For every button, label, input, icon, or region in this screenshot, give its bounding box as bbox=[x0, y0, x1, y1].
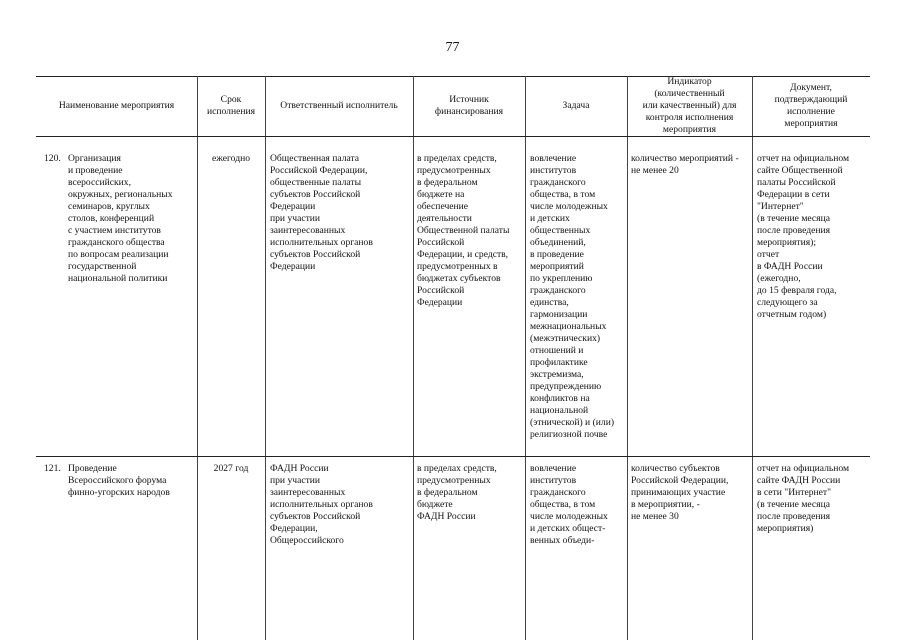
row-executor: Общественная палата Российской Федерации, общественные палаты субъектов Российской Федерации при участии заинтересованных исполнительных органов субъектов Российской Федерации bbox=[270, 153, 373, 272]
row-indicator: количество мероприятий - не менее 20 bbox=[631, 153, 739, 176]
column-divider bbox=[627, 76, 628, 640]
row-indicator: количество субъектов Российской Федерации, принимающих участие в мероприятии, - не менее 30 bbox=[631, 463, 729, 522]
header-task: Задача bbox=[562, 100, 590, 111]
row-task: вовлечение институтов гражданского общества, в том числе молодежных и детских общест- венных объеди- bbox=[530, 463, 608, 546]
page-number: 77 bbox=[445, 40, 460, 55]
row-divider bbox=[36, 456, 870, 457]
column-divider bbox=[525, 76, 526, 640]
header-bottom-border bbox=[36, 136, 870, 137]
header-indicator: Индикатор (количественный или качественный) для контроля исполнения мероприятия bbox=[642, 76, 737, 135]
row-name: Организация и проведение всероссийских, окружных, региональных семинаров, круглых столов, конференций с участием институтов гражданского общества по вопросам реализации государственной национальной политики bbox=[68, 153, 173, 284]
row-task: вовлечение институтов гражданского общества, в том числе молодежных и детских общественных объединений, в проведение мероприятий по укреплению гражданского единства, гармонизации межнациональных (межэтнических) отношений и профилактике экстремизма, предупреждению конфликтов на национальной (этнической) и (или) религиозной почве bbox=[530, 153, 615, 440]
header-document: Документ, подтверждающий исполнение мероприятия bbox=[774, 82, 848, 129]
row-term: ежегодно bbox=[211, 153, 251, 164]
row-document: отчет на официальном сайте ФАДН России в сети "Интернет" (в течение месяца после проведения мероприятия) bbox=[757, 463, 850, 534]
column-divider bbox=[752, 76, 753, 640]
row-name: Проведение Всероссийского форума финно-угорских народов bbox=[68, 463, 170, 498]
column-divider bbox=[197, 76, 198, 640]
row-number: 120. bbox=[44, 153, 61, 164]
row-source: в пределах средств, предусмотренных в федеральном бюджете ФАДН России bbox=[417, 463, 497, 522]
header-term: Срок исполнения bbox=[206, 94, 256, 117]
header-name: Наименование мероприятия bbox=[58, 100, 175, 111]
row-term: 2027 год bbox=[213, 463, 249, 474]
row-source: в пределах средств, предусмотренных в федеральном бюджете на обеспечение деятельности Общественной палаты Российской Федерации, и средств, предусмотренных в бюджетах субъектов Российской Федерации bbox=[417, 153, 510, 308]
header-executor: Ответственный исполнитель bbox=[280, 100, 398, 111]
column-divider bbox=[413, 76, 414, 640]
row-executor: ФАДН России при участии заинтересованных исполнительных органов субъектов Российской Федерации, Общероссийского bbox=[270, 463, 373, 546]
header-source: Источник финансирования bbox=[434, 94, 504, 117]
row-document: отчет на официальном сайте Общественной палаты Российской Федерации в сети "Интернет" (в течение месяца после проведения мероприятия); отчет в ФАДН России (ежегодно, до 15 февраля года, следующего за отчетным годом) bbox=[757, 153, 850, 320]
column-divider bbox=[265, 76, 266, 640]
row-number: 121. bbox=[44, 463, 61, 474]
